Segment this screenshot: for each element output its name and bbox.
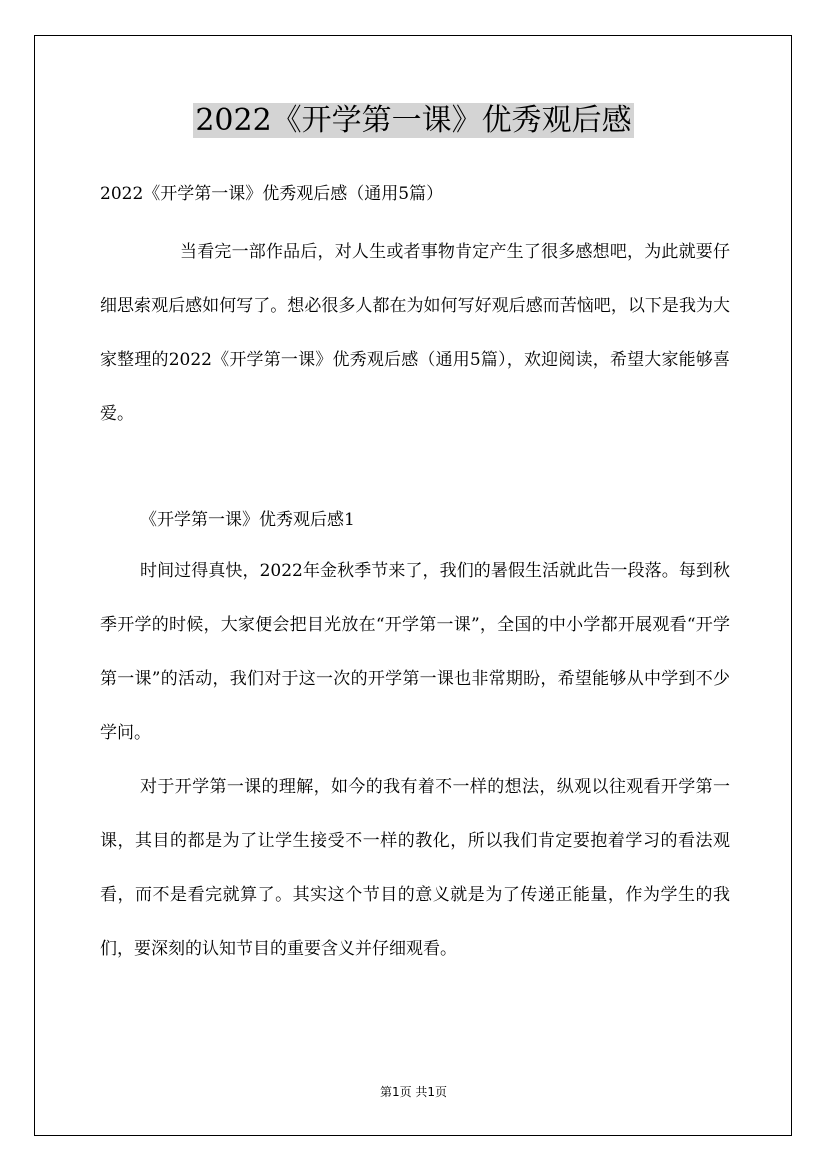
intro-paragraph: 当看完一部作品后，对人生或者事物肯定产生了很多感想吧，为此就要仔细思索观后感如何写了。想必很多人都在为如何写好观后感而苦恼吧，以下是我为大家整理的2022《开学第一课》优秀观后感（通用5篇），欢迎阅读，希望大家能够喜爱。 bbox=[100, 242, 730, 424]
body-paragraph-1: 时间过得真快，2022年金秋季节来了，我们的暑假生活就此告一段落。每到秋季开学的时候，大家便会把目光放在“开学第一课”，全国的中小学都开展观看“开学第一课”的活动，我们对于这一次的开学第一课也非常期盼，希望能够从中学到不少学问。 bbox=[100, 561, 730, 743]
document-title bbox=[0, 98, 827, 144]
document-title-text: 2022《开学第一课》优秀观后感 bbox=[195, 103, 632, 138]
body-paragraph-2: 对于开学第一课的理解，如今的我有着不一样的想法，纵观以往观看开学第一课，其目的都是为了让学生接受不一样的教化，所以我们肯定要抱着学习的看法观看，而不是看完就算了。其实这个节目的意义就是为了传递正能量，作为学生的我们，要深刻的认知节目的重要含义并仔细观看。 bbox=[100, 777, 730, 959]
document-subtitle: 2022《开学第一课》优秀观后感（通用5篇） bbox=[100, 184, 444, 204]
page-footer: 第1页 共1页 bbox=[379, 1085, 448, 1099]
section-heading: 《开学第一课》优秀观后感1 bbox=[140, 510, 355, 530]
